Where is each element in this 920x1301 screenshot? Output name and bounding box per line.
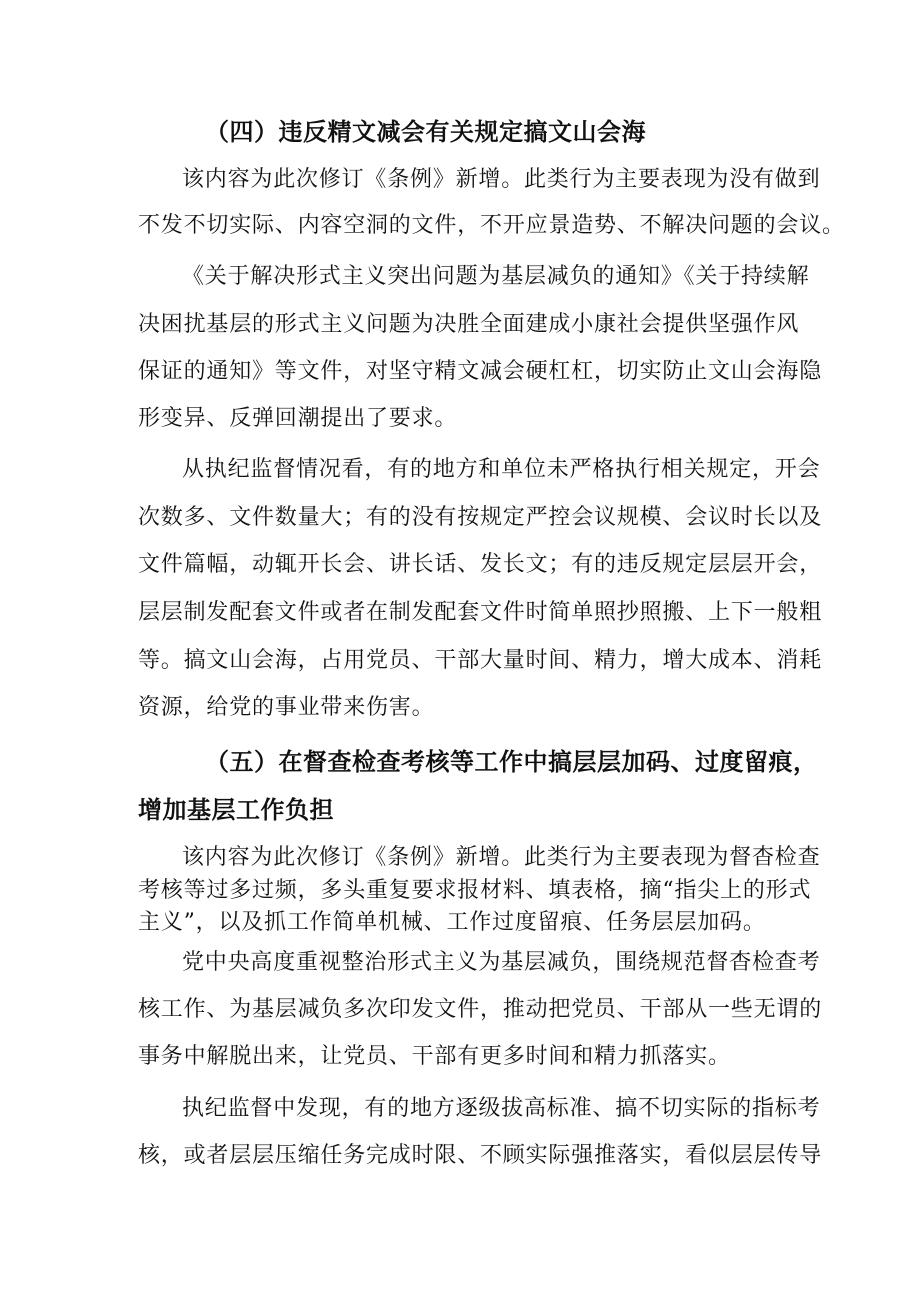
paragraph-line: 层层制发配套文件或者在制发配套文件时简单照抄照搬、上下一般粗 [138, 600, 823, 625]
paragraph-line: 次数多、文件数量大；有的没有按规定严控会议规模、会议时长以及 [138, 505, 823, 530]
paragraph-line: 核，或者层层压缩任务完成时限、不顾实际强推落实，看似层层传导 [138, 1143, 823, 1168]
paragraph-line: 党中央高度重视整治形式主义为基层减负，围绕规范督杳检查考 [182, 950, 821, 975]
paragraph-line: 从执纪监督情况看，有的地方和单位未严格执行相关规定，开会 [182, 457, 821, 482]
paragraph-line: 《关于解决形式主义突出问题为基层减负的通知》《关于持续解 [182, 264, 810, 289]
paragraph-line: 该内容为此次修订《条例》新增。此类行为主要表现为没有做到 [182, 167, 821, 192]
section-5-heading: （五）在督查检查考核等工作中搞层层加码、过度留痕， [205, 748, 818, 776]
paragraph-line: 该内容为此次修订《条例》新增。此类行为主要表现为督杳检查 [182, 845, 821, 870]
paragraph-line: 保证的通知》等文件，对坚守精文减会硬杠杠，切实防止文山会海隐 [138, 359, 823, 384]
paragraph-line: 决困扰基层的形式主义问题为决胜全面建成小康社会提供坚强作风 [138, 312, 800, 337]
paragraph-line: 核工作、为基层减负多次印发文件，推动把党员、干部从一些无谓的 [138, 997, 823, 1022]
paragraph-line: 文件篇幅，动辄开长会、讲长话、发长文；有的违反规定层层开会， [138, 552, 823, 577]
paragraph-line: 不发不切实际、内容空洞的文件，不开应景造势、不解决问题的会议。 [138, 213, 845, 238]
paragraph-line: 等。搞文山会海，占用党员、干部大量时间、精力，增大成本、消耗 [138, 648, 823, 673]
paragraph-line: 资源，给党的事业带来伤害。 [138, 695, 435, 720]
section-4-heading: （四）违反精文减会有关规定搞文山会海 [205, 118, 646, 146]
paragraph-line: 形变异、反弹回潮提出了要求。 [138, 406, 458, 431]
paragraph-line: 执纪监督中发现，有的地方逐级拔高标准、搞不切实际的指标考 [182, 1096, 821, 1121]
paragraph-line: 考核等过多过频，多头重复要求报材料、填表格，摘“指尖上的形式 [138, 878, 812, 903]
paragraph-line: 事务中解脱出来，让党员、干部有更多时间和精力抓落实。 [138, 1044, 731, 1069]
paragraph-line: 主义”，以及抓工作简单机械、工作过度留痕、任务层层加码。 [138, 910, 766, 935]
section-5-heading-continued: 增加基层工作负担 [138, 796, 334, 824]
